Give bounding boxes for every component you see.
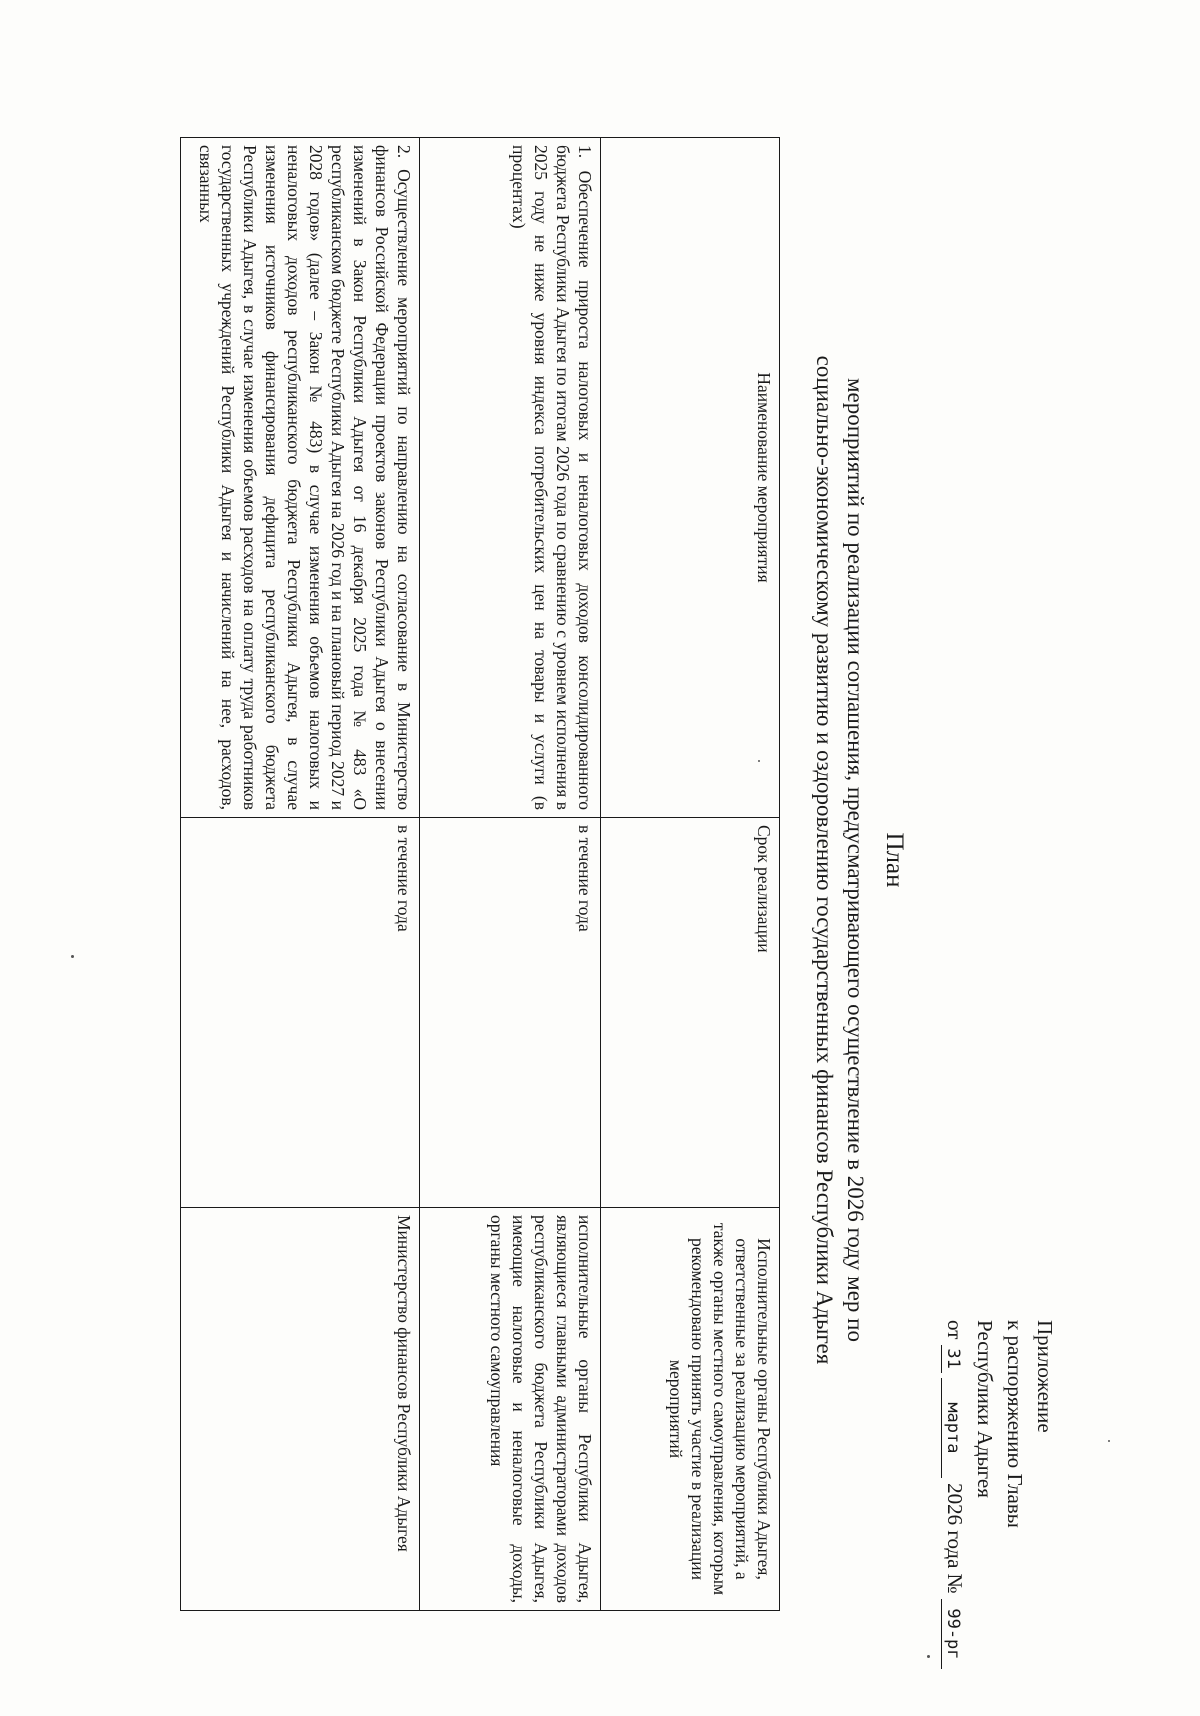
plan-subtitle-line-2: социально-экономическому развитию и оздоровлению государственных финансов Республики Адыгея [812, 355, 837, 1365]
row-2-responsible: Министерство финансов Республики Адыгея [181, 1208, 420, 1611]
row-2-term: в течение года [181, 818, 420, 1208]
table-header-row [601, 138, 780, 1611]
plan-subtitle-line-1: мероприятий по реализации соглашения, предусматривающего осуществление в 2026 году мер по [843, 377, 868, 1342]
approval-line-2: к распоряжению Главы [1003, 1320, 1027, 1528]
plan-title: План [881, 832, 908, 888]
scan-speck [927, 1655, 930, 1658]
row-1-name: 1. Обеспечение прироста налоговых и неналоговых доходов консолидированного бюджета Республики Адыгея по итогам 2026 года по сравнению с уровнем исполнения в 2025 году не ниже уровня индекса потребительских цен на товары и услуги (в процентах) [420, 138, 601, 818]
approval-date-prefix: от [943, 1320, 967, 1340]
scan-speck [1108, 1440, 1110, 1442]
row-1-term: в течение года [420, 818, 601, 1208]
row-2-name: 2. Осуществление мероприятий по направлению на согласование в Министерство финансов Российской Федерации проектов законов Республики Адыгея о внесении изменений в Закон Республики Адыгея от 16 декабря 2025 года № 483 «О республиканском бюджете Республики Адыгея на 2026 год и на плановый период 2027 и 2028 годов» (далее – Закон № 483) в случае изменения объемов налоговых и неналоговых доходов республиканского бюджета Республики Адыгея, в случае изменения источников финансирования дефицита республиканского бюджета Республики Адыгея, в случае изменения объемов расходов на оплату труда работников государственных учреждений Республики Адыгея и начислений на нее, расходов, связанных [181, 138, 420, 818]
approval-stamp [940, 1320, 1060, 1660]
row-1-responsible: исполнительные органы Республики Адыгея, являющиеся главными администраторами доходов республиканского бюджета Республики Адыгея, имеющие налоговые и неналоговые доходы, органы местного самоуправления [420, 1208, 601, 1611]
approval-day: 31 [941, 1345, 964, 1373]
approval-line-1: Приложение [1033, 1320, 1057, 1433]
plan-heading [809, 160, 910, 1560]
scan-speck [71, 955, 74, 958]
approval-line-3: Республики Адыгея [973, 1320, 997, 1498]
scan-speck [758, 760, 760, 762]
header-name: Наименование мероприятия [601, 138, 780, 818]
approval-year-text: 2026 года № [943, 1483, 967, 1594]
approval-month: марта [941, 1378, 964, 1478]
table-row [420, 138, 601, 1611]
header-term: Срок реализации [601, 818, 780, 1208]
plan-table [180, 137, 780, 1611]
table-row [181, 138, 420, 1611]
approval-number: 99-рг [941, 1599, 964, 1669]
approval-date-line [940, 1320, 970, 1660]
header-responsible: Исполнительные органы Республики Адыгея, ответственные за реализацию мероприятий, а также органы местного самоуправления, которым рекомендовано принять участие в реализации мероприятий [601, 1208, 780, 1611]
